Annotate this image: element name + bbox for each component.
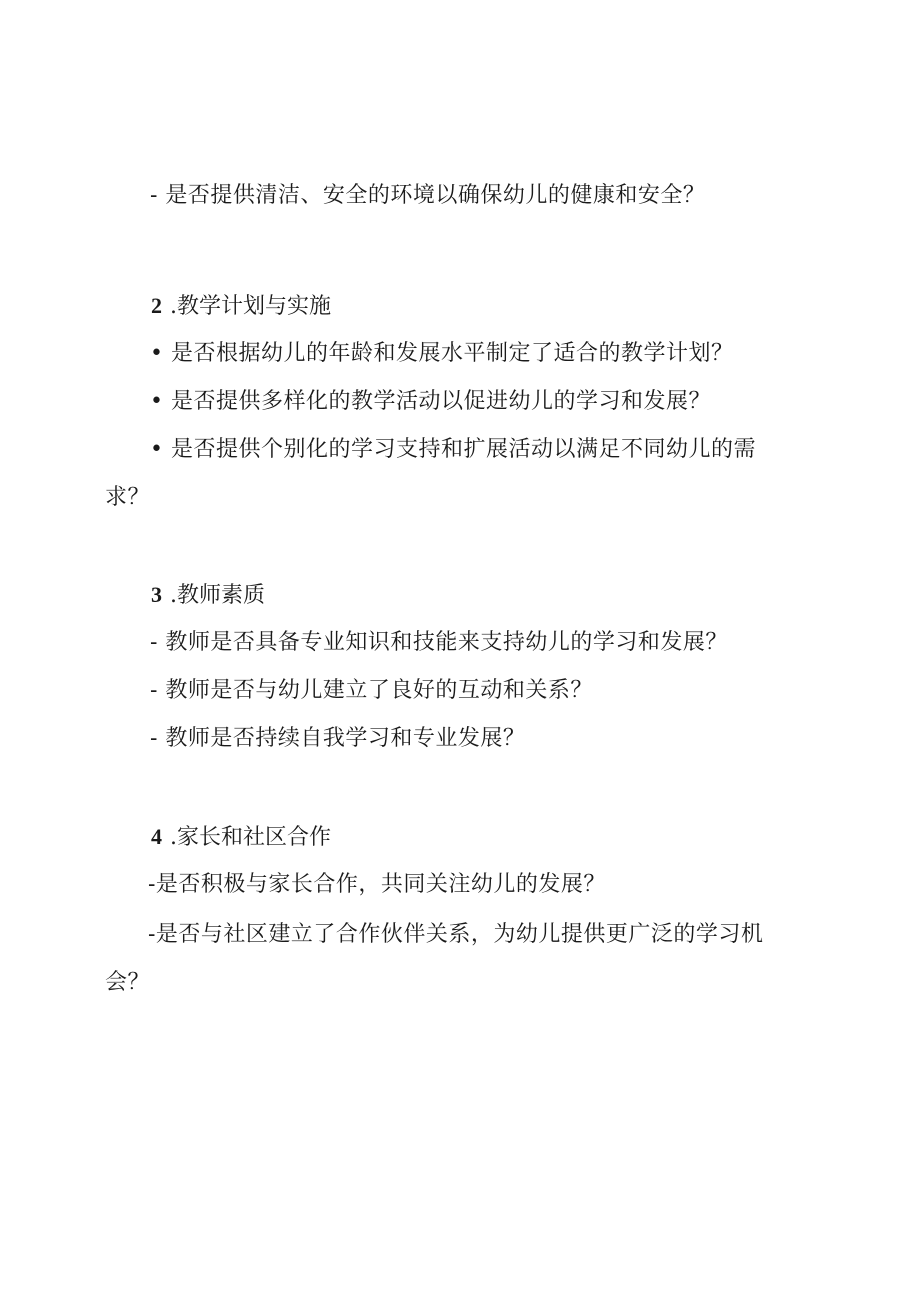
section4-heading — [151, 822, 331, 853]
section4-item-2-continued: 会？ — [105, 970, 151, 995]
section3-item-1: - 教师是否具备专业知识和技能来支持幼儿的学习和发展？ — [150, 630, 728, 655]
section2-title: .教学计划与实施 — [170, 294, 331, 319]
section3-number: 3 — [151, 582, 162, 607]
section2-item-2: • 是否提供多样化的教学活动以促进幼儿的学习和发展？ — [150, 389, 711, 414]
section3-item-3: - 教师是否持续自我学习和专业发展？ — [150, 726, 526, 751]
section3-heading — [151, 580, 265, 611]
section2-number: 2 — [151, 293, 162, 318]
section2-item-3-continued: 求？ — [105, 485, 151, 510]
section4-title: .家长和社区合作 — [170, 825, 331, 850]
section2-heading — [151, 291, 331, 322]
section3-title: .教师素质 — [170, 583, 265, 608]
section3-item-2: - 教师是否与幼儿建立了良好的互动和关系？ — [150, 678, 593, 703]
section4-item-2: -是否与社区建立了合作伙伴关系，为幼儿提供更广泛的学习机 — [148, 922, 764, 947]
section1-item-1: - 是否提供清洁、安全的环境以确保幼儿的健康和安全？ — [150, 183, 706, 208]
section2-item-3: • 是否提供个别化的学习支持和扩展活动以满足不同幼儿的需 — [150, 437, 756, 462]
section4-number: 4 — [151, 824, 162, 849]
section2-item-1: • 是否根据幼儿的年龄和发展水平制定了适合的教学计划？ — [150, 341, 734, 366]
section4-item-1: -是否积极与家长合作，共同关注幼儿的发展？ — [148, 872, 606, 897]
